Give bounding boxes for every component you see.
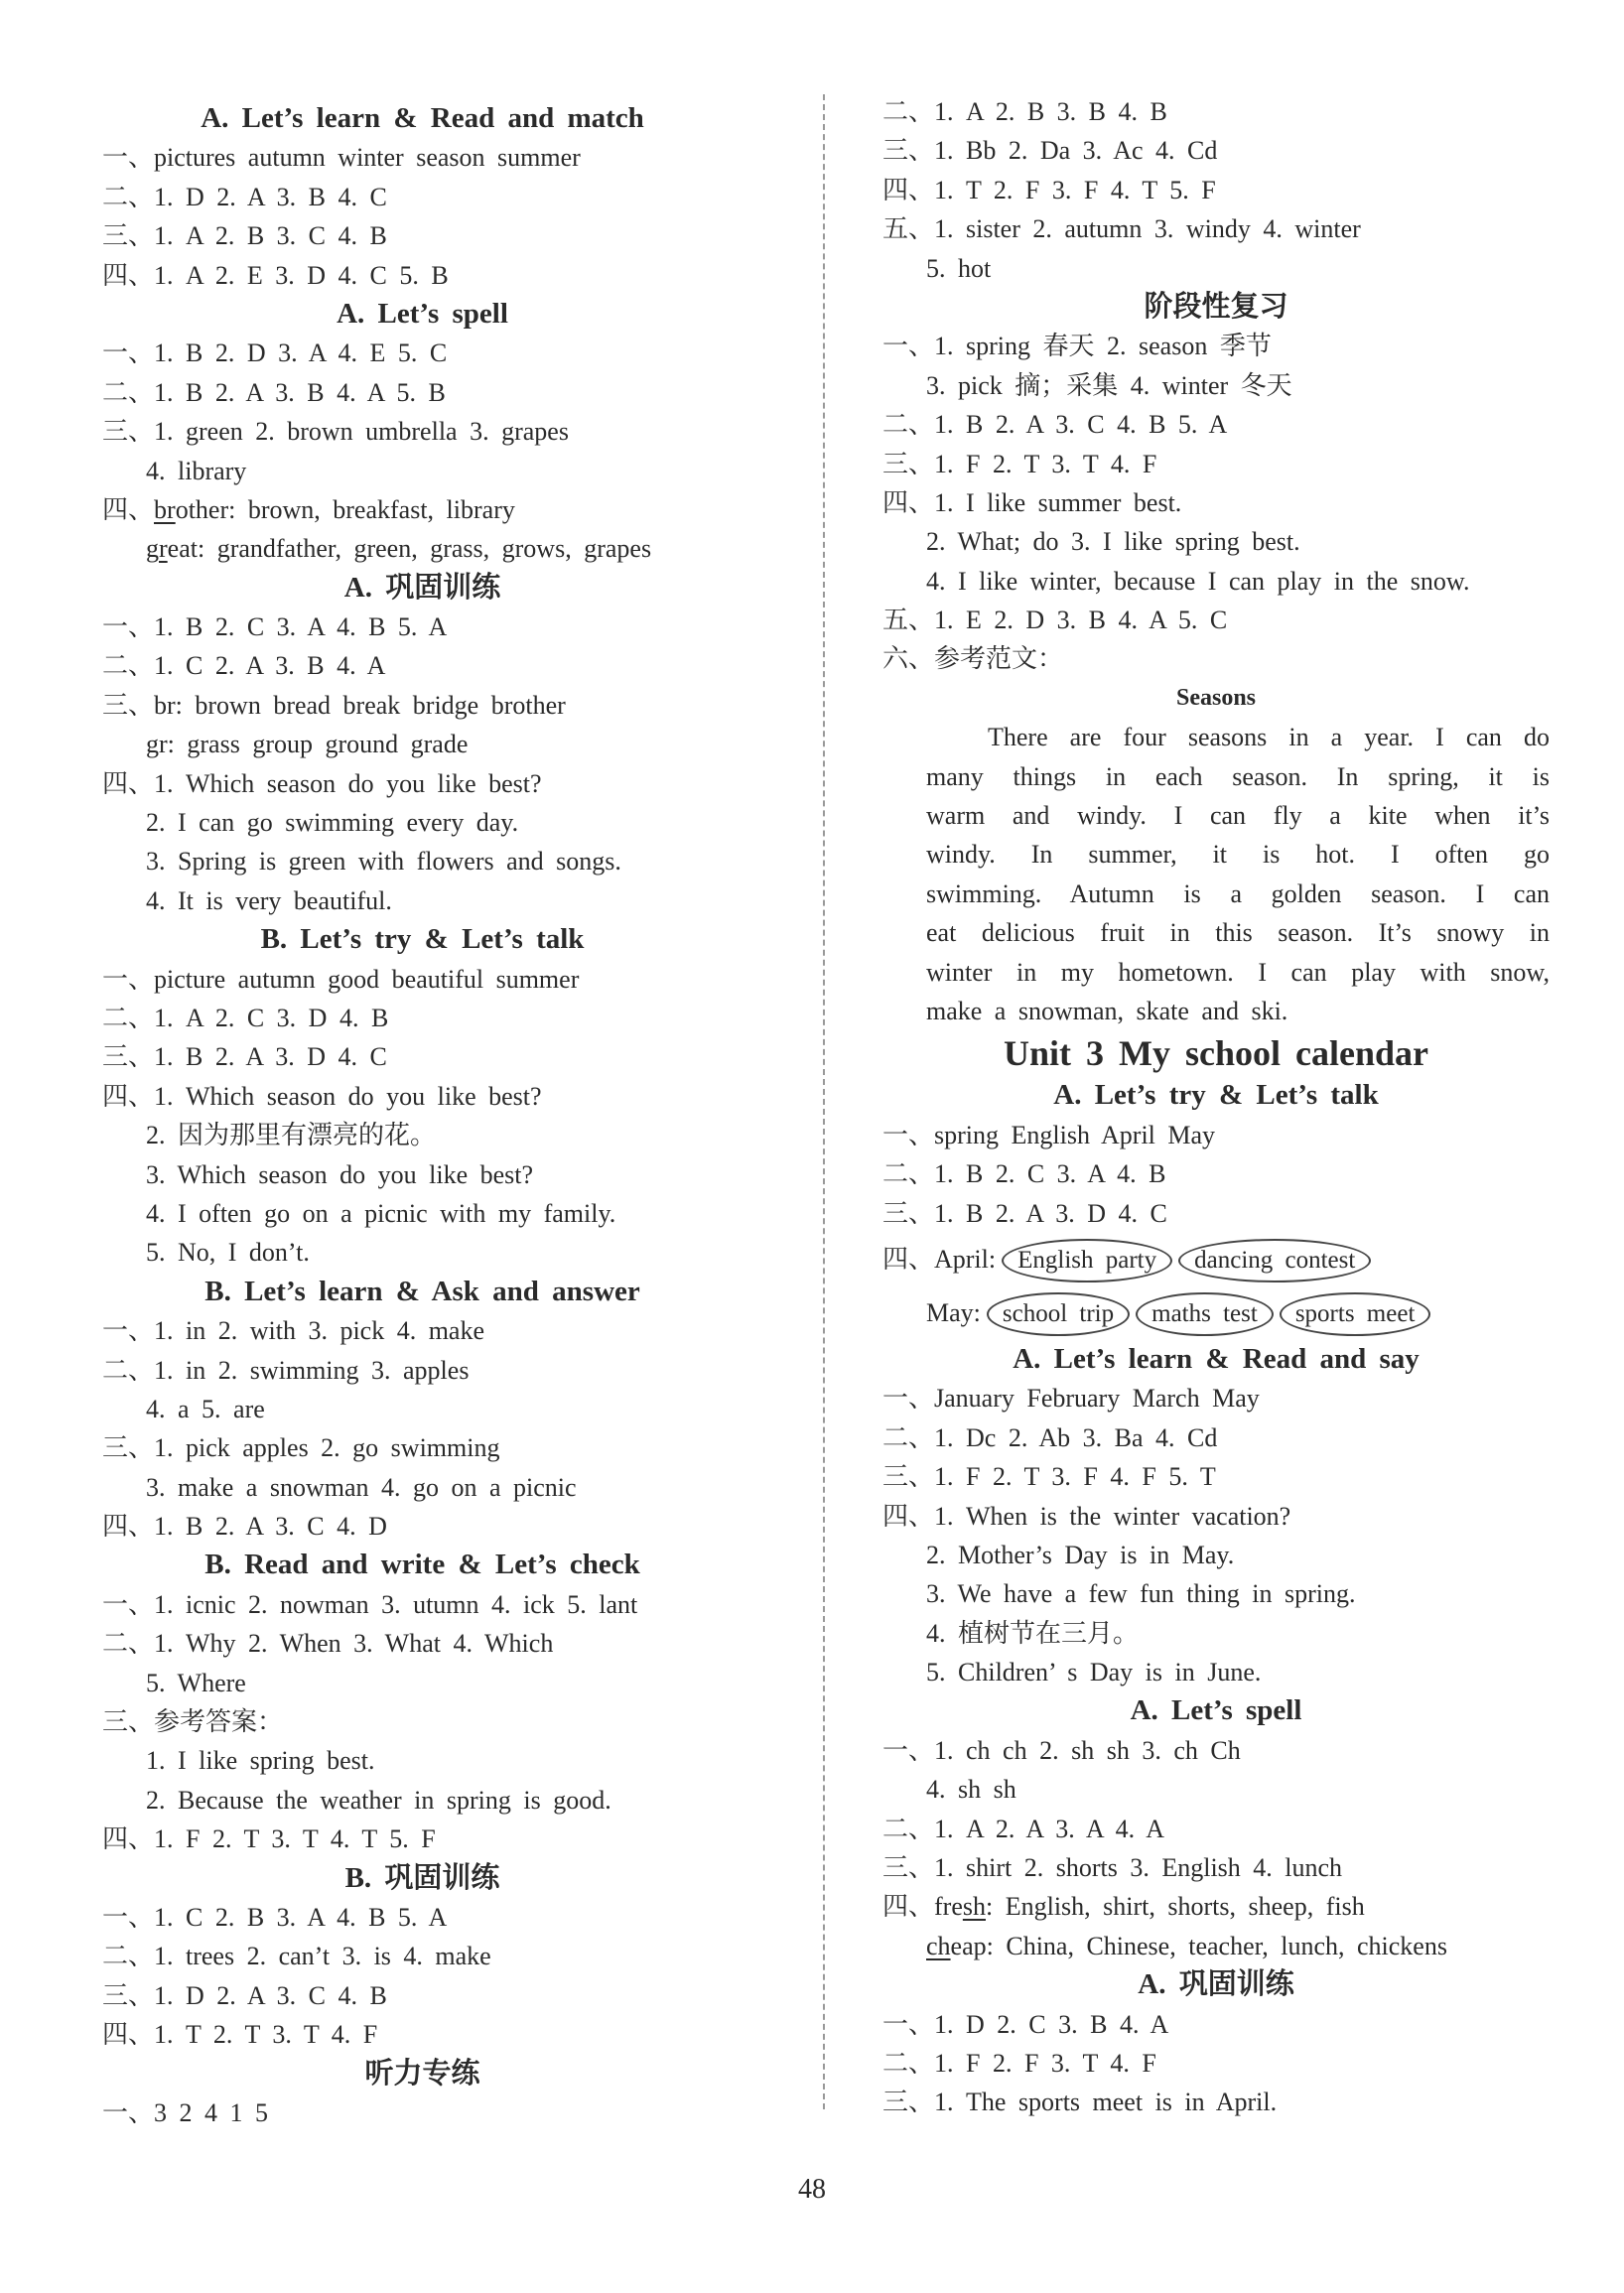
essay-line: swimming. Autumn is a golden season. I can (926, 878, 1550, 908)
circled-answer: sports meet (1280, 1292, 1431, 1336)
section-heading: B. Read and write & Let’s check (204, 1549, 640, 1581)
answer-line: 四、1. T 2. T 3. T 4. F (102, 2020, 378, 2050)
underlined-letters: gr (146, 534, 168, 564)
answer-line: 三、1. The sports meet is in April. (882, 2088, 1278, 2117)
unit-title: Unit 3 My school calendar (1004, 1033, 1428, 1074)
answer-line: 三、1. shirt 2. shorts 3. English 4. lunch (882, 1853, 1343, 1883)
answer-line: 二、1. B 2. C 3. A 4. B (882, 1159, 1166, 1189)
answer-line: 二、1. A 2. C 3. D 4. B (102, 1003, 389, 1032)
essay-line: make a snowman, skate and ski. (926, 996, 1288, 1025)
section-heading: B. Let’s try & Let’s talk (260, 923, 585, 956)
answer-line: 2. 因为那里有漂亮的花。 (146, 1121, 437, 1150)
line-text: 四、fre (882, 1892, 963, 1922)
circled-answers (882, 1233, 1550, 1286)
left-column (102, 99, 743, 2132)
circled-label: May: (926, 1297, 981, 1327)
answer-line: 3. Spring is green with flowers and songs. (146, 847, 621, 877)
answer-line: 4. I like winter, because I can play in the snow. (926, 566, 1470, 596)
answer-line: 四、1. T 2. F 3. F 4. T 5. F (882, 175, 1216, 204)
answer-line: 三、1. A 2. B 3. C 4. B (102, 221, 387, 251)
answer-line: 5. No, I don’t. (146, 1238, 310, 1268)
line-text: 四、 (102, 494, 155, 524)
answer-line: 4. 植树节在三月。 (926, 1618, 1140, 1648)
answer-line (102, 529, 743, 568)
answer-line: 一、1. in 2. with 3. pick 4. make (102, 1316, 485, 1346)
answer-line (882, 1927, 1550, 1965)
section-heading: B. 巩固训练 (344, 1861, 500, 1894)
answer-line: 5. Where (146, 1668, 246, 1697)
answer-line: 三、1. D 2. A 3. C 4. B (102, 1980, 387, 2010)
answer-line (882, 1887, 1550, 1926)
right-column (882, 92, 1550, 2122)
essay-line: There are four seasons in a year. I can do (988, 723, 1550, 752)
circled-answer: school trip (987, 1292, 1130, 1336)
circled-answers (882, 1286, 1550, 1340)
answer-line: 3. make a snowman 4. go on a picnic (146, 1472, 577, 1502)
answer-line: 六、参考范文： (882, 644, 1064, 674)
essay-line: windy. In summer, it is hot. I often go (926, 840, 1550, 870)
answer-line: 一、1. icnic 2. nowman 3. utumn 4. ick 5. lant (102, 1589, 638, 1619)
answer-line: 4. a 5. are (146, 1394, 265, 1423)
answer-line: 五、1. sister 2. autumn 3. windy 4. winter (882, 214, 1361, 244)
answer-line: 三、1. F 2. T 3. F 4. F 5. T (882, 1462, 1216, 1492)
section-heading: A. Let’s spell (1130, 1694, 1302, 1727)
answer-line: 2. Because the weather in spring is good. (146, 1785, 611, 1815)
answer-line: 二、1. B 2. A 3. B 4. A 5. B (102, 377, 446, 407)
answer-line: 四、1. A 2. E 3. D 4. C 5. B (102, 260, 449, 290)
circled-answer: English party (1002, 1239, 1172, 1282)
answer-line: 一、January February March May (882, 1384, 1260, 1414)
answer-line: 1. I like spring best. (146, 1746, 375, 1776)
answer-line: 二、1. D 2. A 3. B 4. C (102, 182, 387, 211)
answer-line: 一、1. ch ch 2. sh sh 3. ch Ch (882, 1735, 1241, 1765)
answer-line: 一、1. C 2. B 3. A 4. B 5. A (102, 1902, 448, 1932)
answer-line: 2. Mother’s Day is in May. (926, 1540, 1235, 1569)
answer-line (102, 490, 743, 529)
answer-line: 2. What; do 3. I like spring best. (926, 527, 1300, 557)
section-heading: A. Let’s try & Let’s talk (1053, 1079, 1379, 1112)
answer-line: 4. sh sh (926, 1775, 1016, 1805)
answer-line: 一、picture autumn good beautiful summer (102, 964, 580, 994)
answer-line: 二、1. trees 2. can’t 3. is 4. make (102, 1942, 491, 1971)
circled-answer: maths test (1136, 1292, 1274, 1336)
answer-line: 一、spring English April May (882, 1120, 1216, 1149)
answer-line: 一、3 2 4 1 5 (102, 2097, 269, 2127)
answer-line: 一、1. D 2. C 3. B 4. A (882, 2009, 1169, 2039)
line-text: eap: China, Chinese, teacher, lunch, chickens (950, 1931, 1447, 1960)
line-text: : English, shirt, shorts, sheep, fish (985, 1892, 1365, 1922)
answer-line: 2. I can go swimming every day. (146, 808, 519, 838)
answer-line: 三、br: brown bread break bridge brother (102, 690, 566, 720)
answer-line: 三、1. green 2. brown umbrella 3. grapes (102, 417, 569, 447)
answer-line: 四、1. Which season do you like best? (102, 1081, 542, 1111)
underlined-letters: ch (926, 1931, 951, 1960)
answer-line: gr: grass group ground grade (146, 730, 469, 759)
answer-line: 三、1. pick apples 2. go swimming (102, 1433, 500, 1463)
section-heading: A. Let’s spell (337, 297, 508, 330)
answer-line: 二、1. A 2. B 3. B 4. B (882, 97, 1167, 126)
answer-line: 5. hot (926, 253, 992, 283)
underlined-letters: br (154, 494, 176, 524)
circled-label: 四、April: (882, 1244, 997, 1274)
answer-line: 5. Children’ s Day is in June. (926, 1658, 1262, 1687)
answer-line: 四、1. Which season do you like best? (102, 768, 542, 798)
essay-line: winter in my hometown. I can play with snow, (926, 957, 1550, 987)
answer-line: 三、1. B 2. A 3. D 4. C (102, 1042, 387, 1072)
answer-line: 三、1. B 2. A 3. D 4. C (882, 1198, 1167, 1228)
answer-line: 四、1. I like summer best. (882, 487, 1182, 517)
answer-line: 三、参考答案： (102, 1707, 284, 1737)
line-text: other: brown, breakfast, library (175, 494, 515, 524)
essay-line: eat delicious fruit in this season. It’s snowy in (926, 918, 1550, 948)
answer-line: 二、1. Why 2. When 3. What 4. Which (102, 1629, 554, 1659)
answer-line: 二、1. A 2. A 3. A 4. A (882, 1814, 1164, 1843)
answer-line: 一、1. spring 春天 2. season 季节 (882, 332, 1272, 361)
answer-line: 三、1. Bb 2. Da 3. Ac 4. Cd (882, 136, 1218, 166)
line-text: eat: grandfather, green, grass, grows, grapes (167, 534, 652, 564)
answer-line: 4. library (146, 456, 247, 485)
answer-line: 4. It is very beautiful. (146, 885, 392, 915)
answer-line: 二、1. Dc 2. Ab 3. Ba 4. Cd (882, 1422, 1218, 1452)
section-heading: A. 巩固训练 (1138, 1968, 1294, 2001)
section-heading: 阶段性复习 (1144, 290, 1288, 323)
essay-line: many things in each season. In spring, it is (926, 761, 1550, 791)
section-heading: A. Let’s learn & Read and match (201, 102, 644, 134)
page-number: 48 (798, 2174, 826, 2205)
answer-line: 四、1. When is the winter vacation? (882, 1501, 1291, 1531)
answer-line: 一、pictures autumn winter season summer (102, 143, 581, 173)
answer-line: 二、1. in 2. swimming 3. apples (102, 1355, 470, 1385)
answer-line: 四、1. F 2. T 3. T 4. T 5. F (102, 1824, 436, 1854)
column-divider (823, 94, 825, 2109)
answer-line: 4. I often go on a picnic with my family. (146, 1198, 616, 1228)
section-heading: A. Let’s learn & Read and say (1013, 1342, 1420, 1375)
underlined-letters: sh (962, 1892, 986, 1922)
answer-line: 二、1. F 2. F 3. T 4. F (882, 2048, 1156, 2078)
answer-line: 二、1. C 2. A 3. B 4. A (102, 651, 386, 681)
essay-line: warm and windy. I can fly a kite when it’s (926, 801, 1550, 831)
section-heading: 听力专练 (364, 2057, 480, 2090)
answer-line: 五、1. E 2. D 3. B 4. A 5. C (882, 606, 1228, 635)
section-heading: B. Let’s learn & Ask and answer (204, 1275, 640, 1307)
section-heading: A. 巩固训练 (343, 571, 501, 604)
answer-line: 一、1. B 2. D 3. A 4. E 5. C (102, 338, 448, 368)
answer-line: 3. Which season do you like best? (146, 1159, 534, 1189)
answer-line: 3. pick 摘；采集 4. winter 冬天 (926, 370, 1292, 400)
answer-line: 一、1. B 2. C 3. A 4. B 5. A (102, 612, 448, 642)
answer-line: 二、1. B 2. A 3. C 4. B 5. A (882, 410, 1228, 440)
answer-line: 三、1. F 2. T 3. T 4. F (882, 449, 1157, 478)
essay-title: Seasons (1175, 684, 1257, 711)
answer-line: 四、1. B 2. A 3. C 4. D (102, 1512, 387, 1542)
answer-line: 3. We have a few fun thing in spring. (926, 1579, 1356, 1609)
circled-answer: dancing contest (1178, 1239, 1371, 1282)
